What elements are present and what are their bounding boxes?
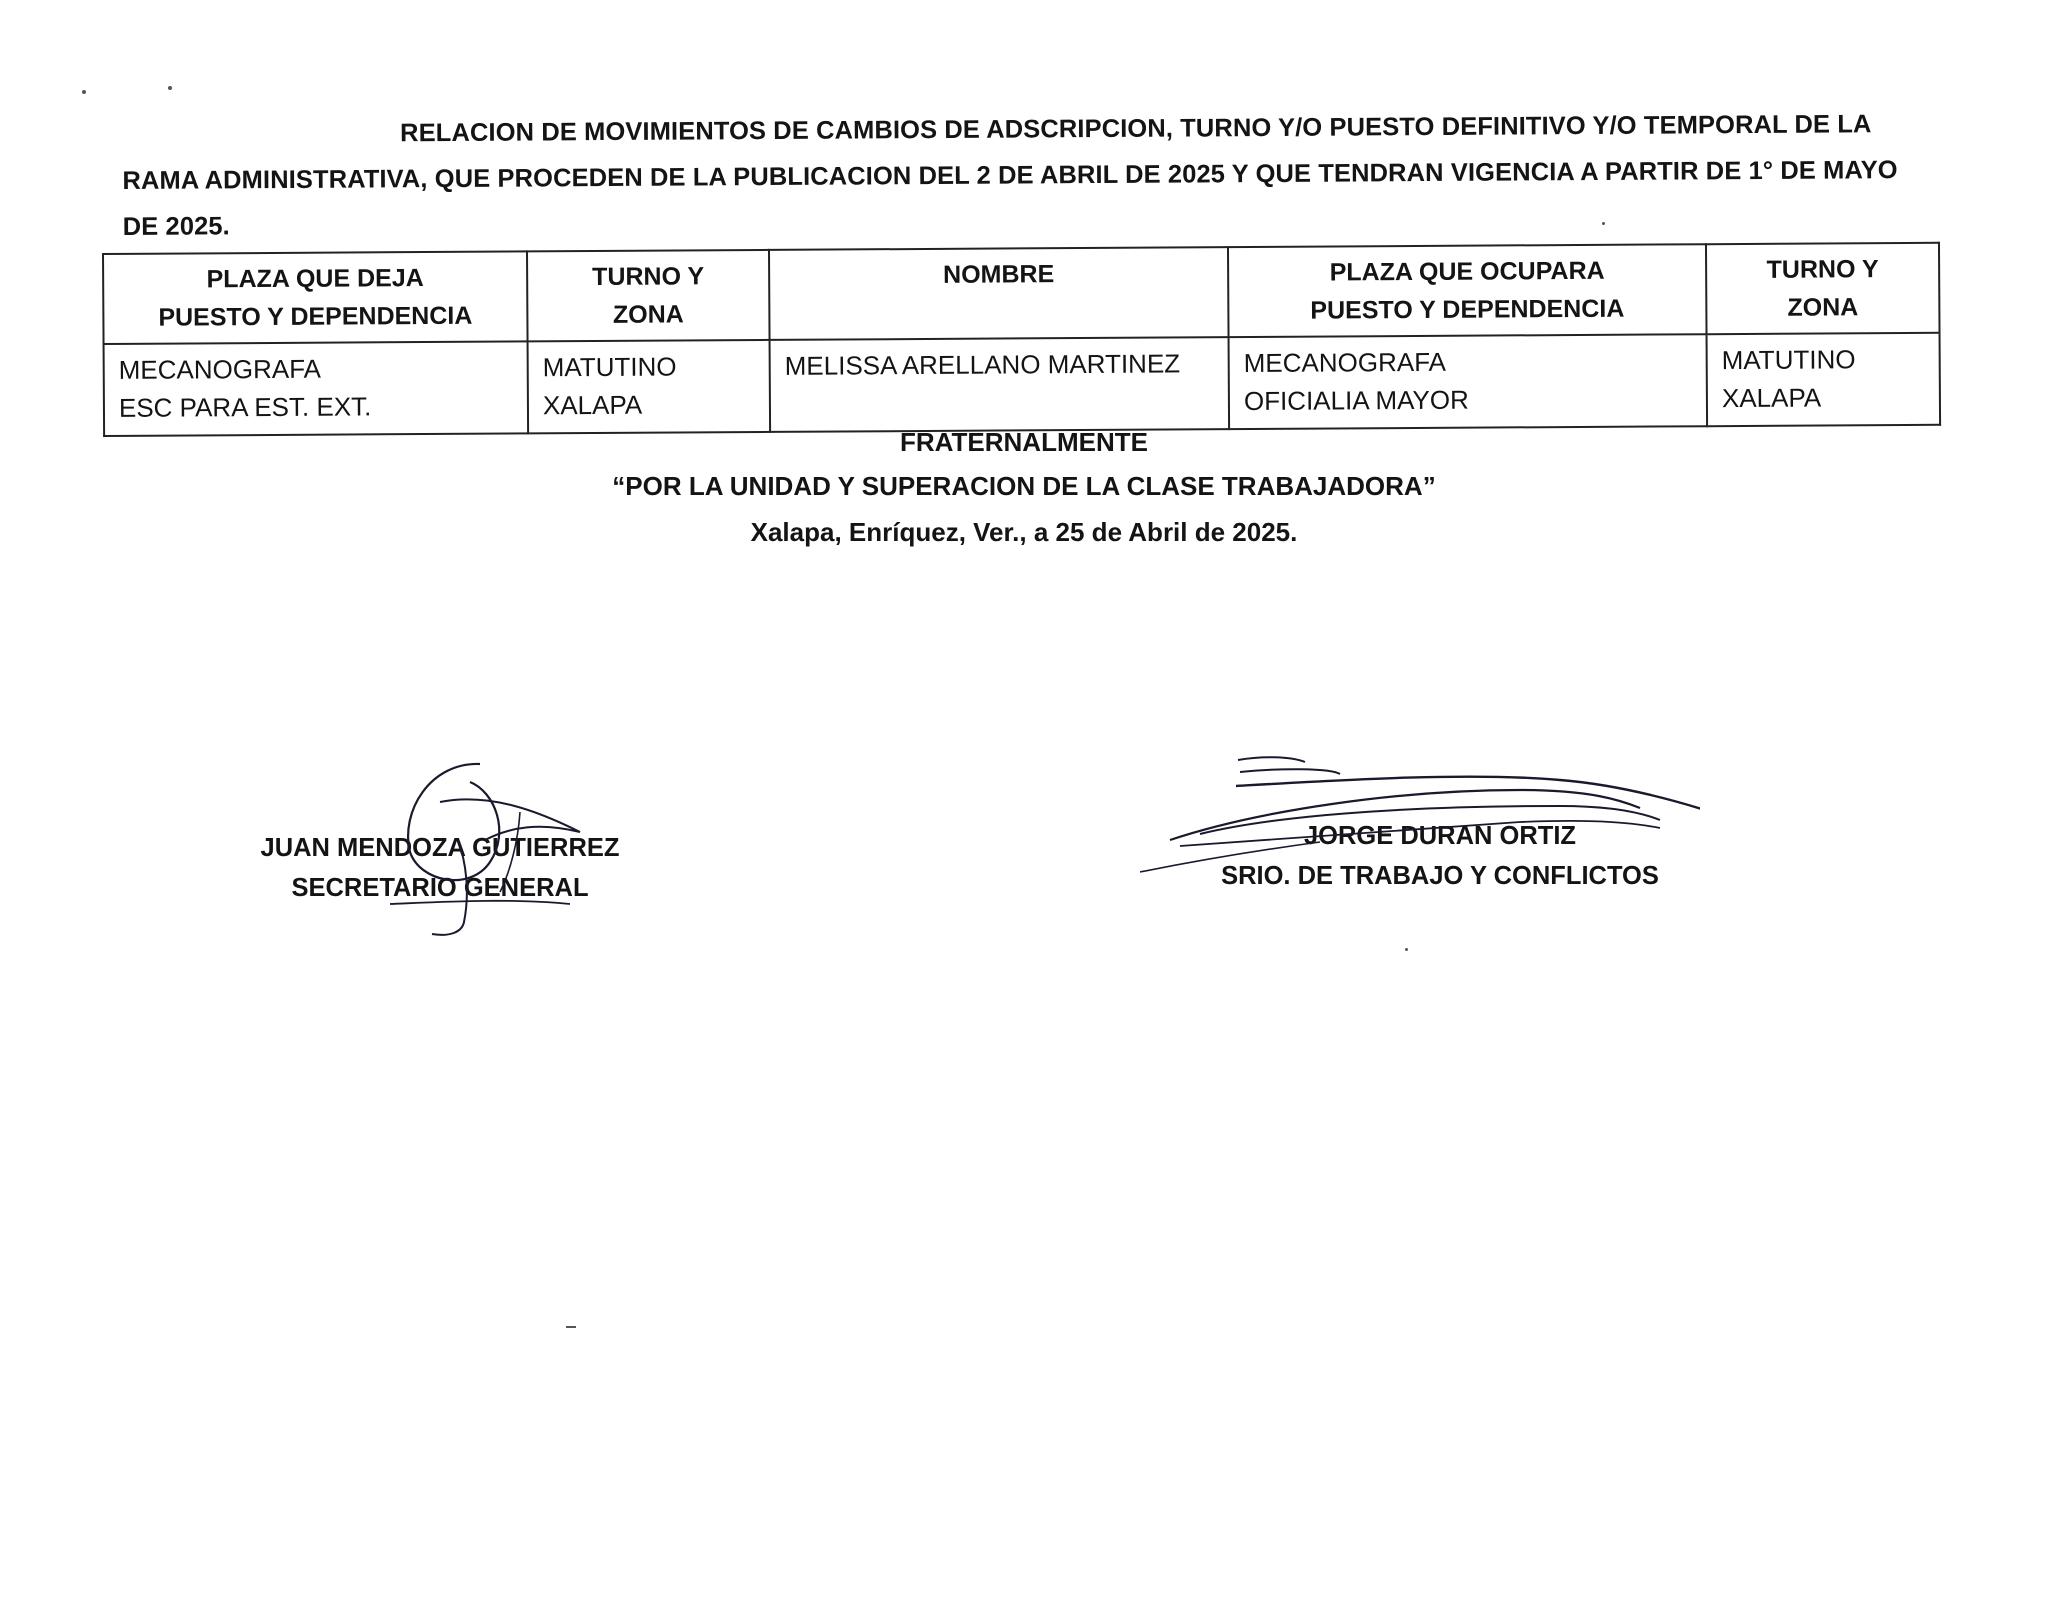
closing-motto: “POR LA UNIDAD Y SUPERACION DE LA CLASE TRABAJADORA” <box>612 471 1436 501</box>
cell-plaza-ocupara <box>1229 334 1708 429</box>
closing-place-date: Xalapa, Enríquez, Ver., a 25 de Abril de 2025. <box>750 517 1298 547</box>
signatory-2 <box>1190 816 1690 896</box>
cell-turno-1: MATUTINO <box>542 351 677 383</box>
cell-turno-2: MATUTINO <box>1721 344 1856 376</box>
header-plaza-deja <box>103 251 528 344</box>
header-turno-zona-2-line2: ZONA <box>1787 293 1859 322</box>
cell-plaza-deja-dependencia: ESC PARA EST. EXT. <box>118 391 372 423</box>
cell-plaza-deja-puesto: MECANOGRAFA <box>118 353 322 385</box>
cell-turno-zona-2 <box>1707 333 1941 426</box>
scan-speck <box>1405 948 1408 951</box>
cell-plaza-ocupara-dependencia: OFICIALIA MAYOR <box>1243 384 1469 417</box>
header-turno-zona-1-line2: ZONA <box>612 300 684 329</box>
header-turno-zona-2-line1: TURNO Y <box>1766 255 1879 284</box>
header-plaza-ocupara-line1: PLAZA QUE OCUPARA <box>1329 256 1605 287</box>
header-turno-zona-2 <box>1706 243 1940 334</box>
signatory-2-name: JORGE DURAN ORTIZ <box>1303 822 1576 850</box>
document-heading: RELACION DE MOVIMIENTOS DE CAMBIOS DE ADSCRIPCION, TURNO Y/O PUESTO DEFINITIVO Y/O TEMPORAL DE LA RAMA ADMINISTRATIVA, QUE PROCEDEN DE LA PUBLICACION DEL 2 DE ABRIL DE 2025 Y QUE TENDRAN VIGENCIA A PARTIR DE 1° DE MAYO DE 2025. <box>122 110 1898 241</box>
header-plaza-deja-line1: PLAZA QUE DEJA <box>206 264 424 294</box>
header-nombre <box>769 247 1229 340</box>
scan-speck <box>82 90 86 94</box>
header-turno-zona-1 <box>527 250 770 341</box>
scan-speck <box>168 86 172 90</box>
closing-salutation: FRATERNALMENTE <box>900 427 1148 457</box>
header-nombre-text: NOMBRE <box>943 260 1055 289</box>
cell-nombre <box>770 337 1230 432</box>
header-plaza-deja-line2: PUESTO Y DEPENDENCIA <box>158 301 473 332</box>
signatory-1-name: JUAN MENDOZA GUTIERREZ <box>260 834 620 862</box>
signatory-2-title: SRIO. DE TRABAJO Y CONFLICTOS <box>1221 862 1659 890</box>
cell-nombre-text: MELISSA ARELLANO MARTINEZ <box>784 348 1181 381</box>
signatory-1 <box>240 828 640 908</box>
cell-zona-2: XALAPA <box>1721 382 1822 414</box>
header-turno-zona-1-line1: TURNO Y <box>592 262 705 292</box>
signatory-1-title: SECRETARIO GENERAL <box>291 874 589 902</box>
header-plaza-ocupara <box>1228 244 1707 337</box>
scan-speck <box>566 1326 576 1328</box>
movements-table <box>102 242 1941 437</box>
cell-plaza-ocupara-puesto: MECANOGRAFA <box>1243 346 1447 379</box>
table-header-row <box>103 243 1940 344</box>
cell-zona-1: XALAPA <box>542 389 643 421</box>
header-plaza-ocupara-line2: PUESTO Y DEPENDENCIA <box>1310 294 1625 325</box>
cell-turno-zona-1 <box>528 340 771 433</box>
table-row <box>104 333 1941 436</box>
